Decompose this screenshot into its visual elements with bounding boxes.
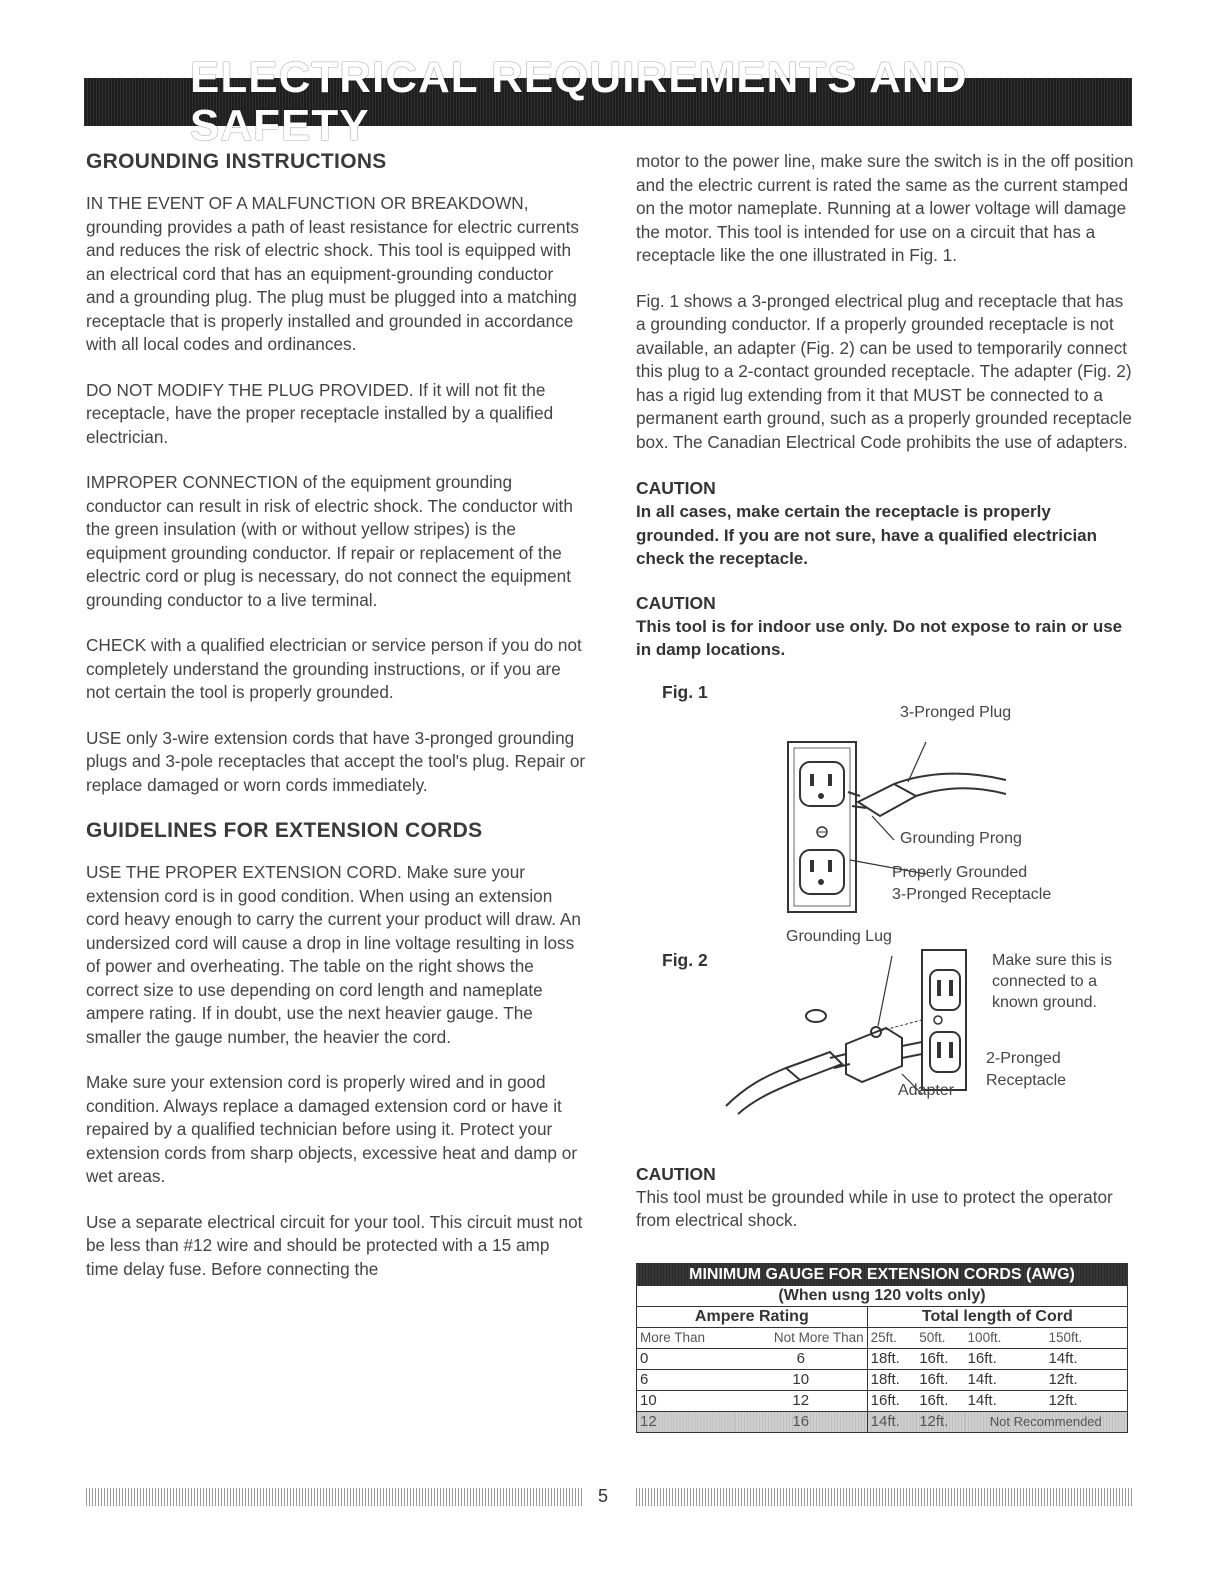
fig-1-prong-callout: Grounding Prong (900, 829, 1022, 847)
cell-100: 16ft. (965, 1348, 1046, 1369)
cords-heading: GUIDELINES FOR EXTENSION CORDS (86, 819, 483, 842)
cords-paragraph-1: USE THE PROPER EXTENSION CORD. Make sure your extension cord is in good condition. When using an extension cord heavy enough to carry the current your product will draw. An undersized cord will cause a drop in line voltage resulting in loss of power and overheating. The table on the right shows the correct size to use depending on cord length and nameplate ampere rating. If in doubt, use the next heavier gauge. The smaller the gauge number, the heavier the cord. (86, 862, 581, 1047)
table-row (637, 1348, 1128, 1369)
table-row (637, 1411, 1128, 1432)
section-banner (84, 53, 1132, 150)
fig-1-plug-callout: 3-Pronged Plug (900, 703, 1012, 721)
caution-1-heading: CAUTION (636, 478, 716, 498)
adapter-illustration (726, 946, 996, 1116)
cell-more: 6 (637, 1369, 735, 1390)
fig-1-receptacle-callout-2: 3-Pronged Receptacle (892, 885, 1052, 903)
fig-2-note-2: connected to a (992, 972, 1097, 990)
fig-2-adapter-callout: Adapter (898, 1081, 955, 1099)
cell-notmore: 12 (735, 1390, 867, 1411)
cell-more: 12 (637, 1411, 735, 1432)
grounding-paragraph-3: IMPROPER CONNECTION of the equipment grounding conductor can result in risk of electric shock. The conductor with the green insulation (with or without yellow stripes) is the equipment grounding conductor. If repair or replacement of the electric cord or plug is necessary, do not connect the equipment grounding conductor to a live terminal. (86, 472, 573, 610)
right-paragraph-1: motor to the power line, make sure the switch is in the off position and the electric current is rated the same as the current stamped on the motor nameplate. Running at a lower voltage will damage the motor. This tool is intended for use on a circuit that has a receptacle like the one illustrated in Fig. 1. (636, 151, 1134, 265)
caution-2-heading: CAUTION (636, 592, 716, 613)
cords-paragraph-3: Use a separate electrical circuit for your tool. This circuit must not be less than #12 wire and should be protected with a 15 amp time delay fuse. Before connecting the (86, 1211, 583, 1279)
fig-2-note-1: Make sure this is (992, 951, 1113, 969)
cell-25: 14ft. (867, 1411, 916, 1432)
cell-notmore: 16 (735, 1411, 867, 1432)
cell-50: 16ft. (916, 1390, 964, 1411)
cell-150: 12ft. (1045, 1369, 1127, 1390)
cords-paragraph-2: Make sure your extension cord is properly wired and in good condition. Always replace a damaged extension cord or have it repaired by a qualified technician before using it. Protect your extension cords from sharp objects, excessive heat and damp or wet areas. (86, 1072, 578, 1186)
caution-2-text: This tool is for indoor use only. Do not expose to rain or use in damp locations. (636, 616, 1123, 659)
col-more-than: More Than (637, 1327, 735, 1348)
grounding-paragraph-5: USE only 3-wire extension cords that have 3-pronged grounding plugs and 3-pole receptacles that accept the tool's plug. Repair or replace damaged or worn cords immediately. (86, 727, 586, 795)
cell-50: 16ft. (916, 1369, 964, 1390)
fig-2-lug-callout: Grounding Lug (786, 927, 892, 945)
page-number: 5 (598, 1486, 609, 1506)
gauge-table (636, 1263, 1128, 1433)
cell-more: 0 (637, 1348, 735, 1369)
col-length-25: 25ft. (867, 1327, 916, 1348)
fig-1-receptacle-callout-1: Properly Grounded (892, 863, 1028, 881)
col-length-100: 100ft. (965, 1327, 1046, 1348)
cell-more: 10 (637, 1390, 735, 1411)
footer-rule-left (86, 1488, 582, 1506)
cell-150: 14ft. (1045, 1348, 1127, 1369)
right-column (636, 150, 1136, 1433)
fig-2-note-3: known ground. (992, 993, 1097, 1011)
ampere-rating-header: Ampere Rating (637, 1306, 868, 1327)
gauge-table-title: MINIMUM GAUGE FOR EXTENSION CORDS (AWG) (637, 1263, 1128, 1286)
grounding-heading: GROUNDING INSTRUCTIONS (86, 150, 387, 173)
cell-100: 14ft. (965, 1369, 1046, 1390)
cell-not-recommended: Not Recommended (965, 1411, 1128, 1432)
left-column (86, 150, 586, 1303)
figure-1 (636, 682, 1136, 912)
fig-2-label: Fig. 2 (662, 949, 708, 970)
figure-2 (636, 926, 1136, 1162)
fig-2-receptacle-1: 2-Pronged (986, 1049, 1061, 1067)
cell-100: 14ft. (965, 1390, 1046, 1411)
col-length-50: 50ft. (916, 1327, 964, 1348)
col-not-more-than: Not More Than (735, 1327, 867, 1348)
col-length-150: 150ft. (1045, 1327, 1127, 1348)
table-row (637, 1369, 1128, 1390)
cell-notmore: 6 (735, 1348, 867, 1369)
grounding-paragraph-1: IN THE EVENT OF A MALFUNCTION OR BREAKDOWN, grounding provides a path of least resistance for electric currents and reduces the risk of electric shock. This tool is equipped with an electrical cord that has an equipment-grounding conductor and a grounding plug. The plug must be plugged into a matching receptacle that is properly installed and grounded in accordance with all local codes and ordinances. (86, 193, 579, 354)
grounding-paragraph-4: CHECK with a qualified electrician or service person if you do not completely understand the grounding instructions, or if you are not certain the tool is properly grounded. (86, 635, 582, 702)
right-paragraph-2: Fig. 1 shows a 3-pronged electrical plug and receptacle that has a grounding conductor. If a properly grounded receptacle is not available, an adapter (Fig. 2) can be used to temporarily connect this plug to a 2-contact grounded receptacle. The adapter (Fig. 2) has a rigid lug extending from it that MUST be connected to a permanent earth ground, such as a properly grounded receptacle box. The Canadian Electrical Code prohibits the use of adapters. (636, 290, 1132, 452)
cell-notmore: 10 (735, 1369, 867, 1390)
cell-25: 16ft. (867, 1390, 916, 1411)
cell-25: 18ft. (867, 1369, 916, 1390)
caution-1-text: In all cases, make certain the receptacle is properly grounded. If you are not sure, have a qualified electrician check the receptacle. (636, 502, 1098, 568)
caution-3-heading: CAUTION (636, 1163, 716, 1184)
grounding-paragraph-2: DO NOT MODIFY THE PLUG PROVIDED. If it will not fit the receptacle, have the proper receptacle installed by a qualified electrician. (86, 379, 554, 447)
length-header: Total length of Cord (867, 1306, 1127, 1327)
cell-25: 18ft. (867, 1348, 916, 1369)
fig-1-label: Fig. 1 (662, 681, 708, 702)
cell-50: 12ft. (916, 1411, 964, 1432)
table-row (637, 1390, 1128, 1411)
caution-3-text: This tool must be grounded while in use to protect the operator from electrical shock. (636, 1186, 1113, 1230)
footer-rule-right (636, 1488, 1132, 1506)
banner-title: ELECTRICAL REQUIREMENTS AND SAFETY (190, 53, 968, 150)
fig-2-receptacle-2: Receptacle (986, 1071, 1067, 1089)
gauge-table-subtitle: (When usng 120 volts only) (637, 1286, 1128, 1307)
cell-150: 12ft. (1045, 1390, 1127, 1411)
cell-50: 16ft. (916, 1348, 964, 1369)
